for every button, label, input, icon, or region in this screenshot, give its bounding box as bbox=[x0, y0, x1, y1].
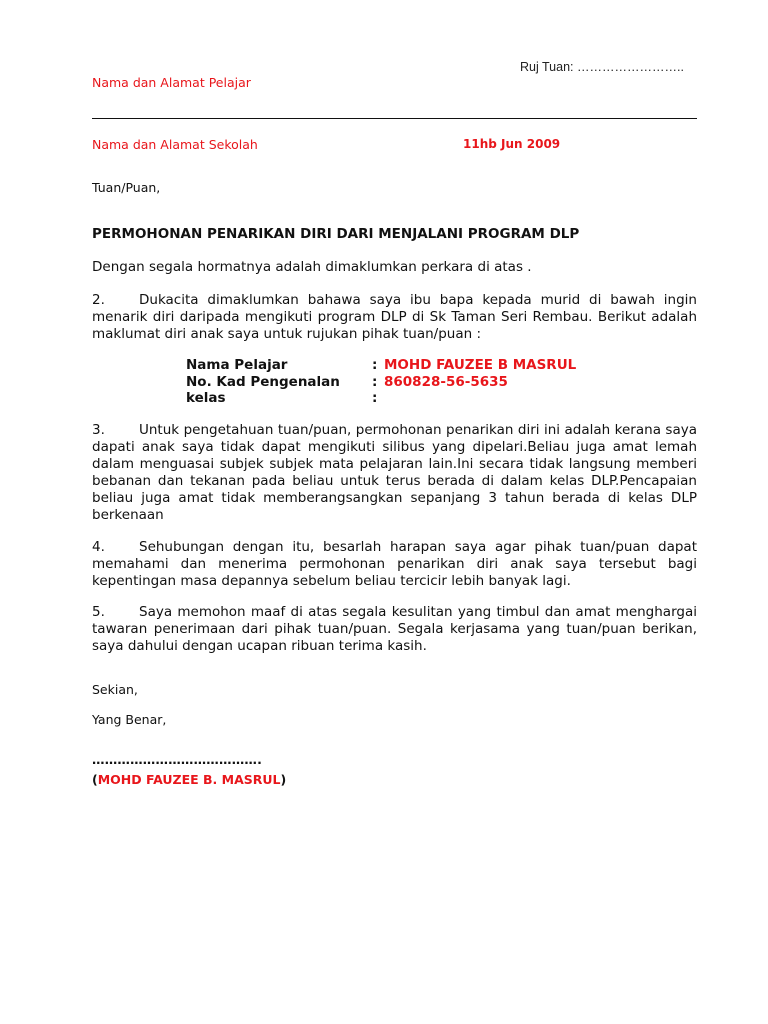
school-name-address-placeholder: Nama dan Alamat Sekolah bbox=[92, 137, 258, 152]
info-label: kelas bbox=[186, 390, 226, 406]
paragraph-number: 2. bbox=[92, 292, 105, 308]
student-name-address-placeholder: Nama dan Alamat Pelajar bbox=[92, 75, 251, 90]
paragraph-text: Untuk pengetahuan tuan/puan, permohonan penarikan diri ini adalah kerana saya dapati anak saya tidak dapat mengikuti silibus yang dipelari.Beliau juga amat lemah dalam menguasai subjek subjek mata pelajaran lain.Ini secara tidak langsung memberi bebanan dan tekanan pada beliau untuk terus berada di dalam kelas DLP.Pencapaian beliau juga amat tidak memberangsangkan sepanjang 3 tahun berada di kelas DLP berkenaan bbox=[92, 422, 697, 523]
signature-paren-close: ) bbox=[280, 772, 287, 787]
signature-paren-open: ( bbox=[92, 772, 98, 787]
info-value: 860828-56-5635 bbox=[384, 374, 508, 390]
info-colon: : bbox=[372, 374, 378, 390]
paragraph-number: 3. bbox=[92, 422, 105, 438]
signature-name: MOHD FAUZEE B. MASRUL bbox=[97, 772, 281, 787]
signature-block bbox=[92, 772, 286, 787]
paragraph-3 bbox=[92, 422, 697, 524]
paragraph-text: Saya memohon maaf di atas segala kesulitan yang timbul dan amat menghargai tawaran penerimaan dari pihak tuan/puan. Segala kerjasama yang tuan/puan berikan, saya dahului dengan ucapan ribuan terima kasih. bbox=[92, 604, 697, 654]
salutation: Tuan/Puan, bbox=[92, 180, 161, 195]
info-colon: : bbox=[372, 357, 378, 373]
sign-off: Yang Benar, bbox=[92, 712, 167, 727]
info-label: Nama Pelajar bbox=[186, 357, 288, 373]
paragraph-number: 4. bbox=[92, 539, 105, 555]
letter-subject: PERMOHONAN PENARIKAN DIRI DARI MENJALANI PROGRAM DLP bbox=[92, 226, 580, 242]
paragraph-4 bbox=[92, 539, 697, 590]
paragraph-2 bbox=[92, 292, 697, 343]
closing: Sekian, bbox=[92, 682, 138, 697]
info-value: MOHD FAUZEE B MASRUL bbox=[384, 357, 577, 373]
header-divider bbox=[92, 118, 697, 119]
paragraph-text: Dukacita dimaklumkan bahawa saya ibu bapa kepada murid di bawah ingin menarik diri daripada mengikuti program DLP di Sk Taman Seri Rembau. Berikut adalah maklumat diri anak saya untuk rujukan pihak tuan/puan : bbox=[92, 292, 697, 342]
reference-number: Ruj Tuan: …………………….. bbox=[520, 60, 684, 74]
info-label: No. Kad Pengenalan bbox=[186, 374, 340, 390]
info-colon: : bbox=[372, 390, 378, 406]
opening-line: Dengan segala hormatnya adalah dimaklumkan perkara di atas . bbox=[92, 259, 532, 275]
paragraph-text: Sehubungan dengan itu, besarlah harapan saya agar pihak tuan/puan dapat memahami dan menerima permohonan penarikan diri anak saya tersebut bagi kepentingan masa depannya sebelum beliau tercicir lebih banyak lagi. bbox=[92, 539, 697, 589]
signature-line: …………………………………. bbox=[92, 752, 263, 767]
letter-date: 11hb Jun 2009 bbox=[463, 137, 561, 151]
paragraph-number: 5. bbox=[92, 604, 105, 620]
paragraph-5 bbox=[92, 604, 697, 655]
